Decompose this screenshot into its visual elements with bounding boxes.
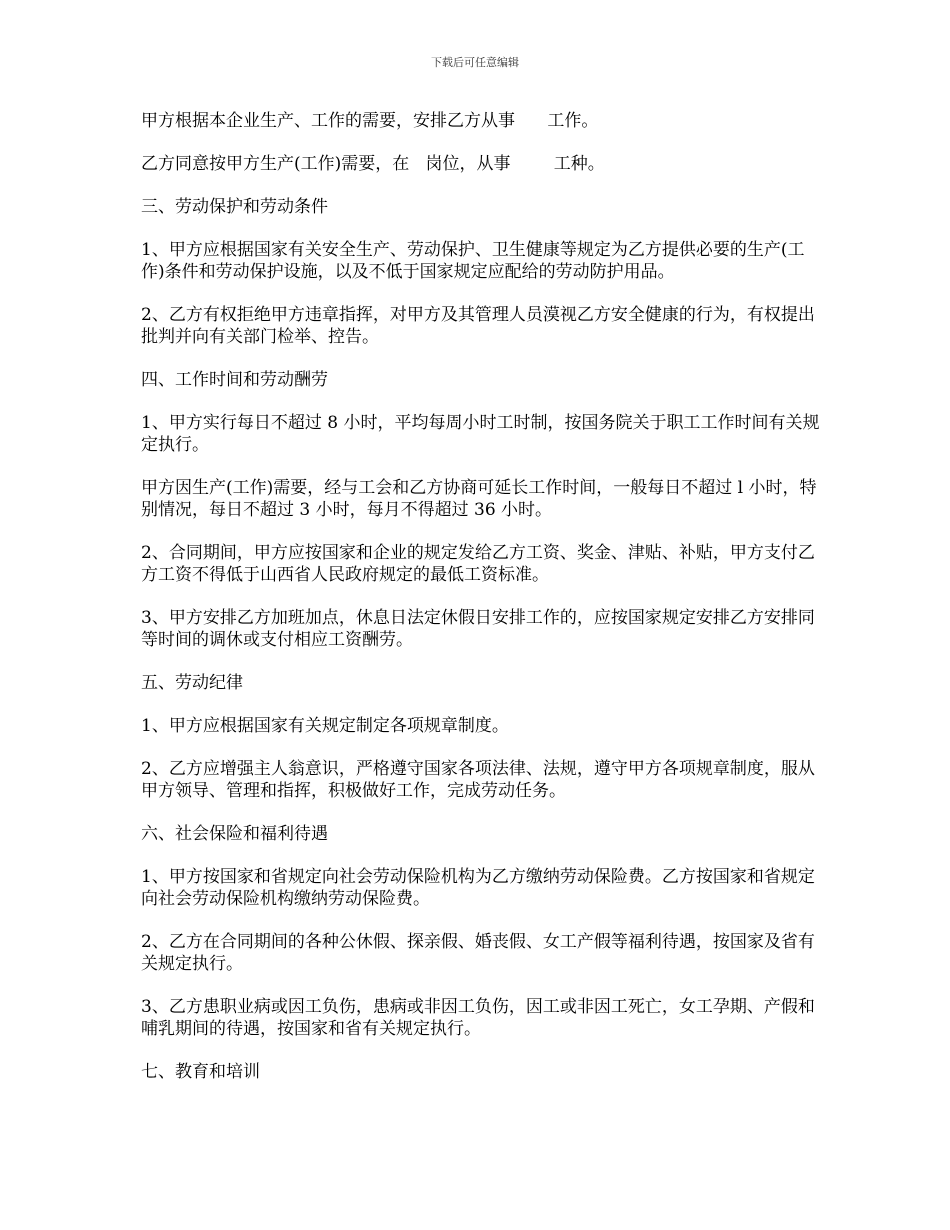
paragraph-protection-2: 2、乙方有权拒绝甲方违章指挥，对甲方及其管理人员漠视乙方安全健康的行为，有权提出批判并向有关部门检举、控告。 — [141, 305, 815, 347]
paragraph-hours-1: 1、甲方实行每日不超过 8 小时，平均每周小时工时制，按国务院关于职工工作时间有关规定执行。 — [141, 413, 820, 455]
paragraph-discipline-2: 2、乙方应增强主人翁意识，严格遵守国家各项法律、法规，遵守甲方各项规章制度，服从甲方领导、管理和指挥，积极做好工作，完成劳动任务。 — [141, 759, 815, 801]
section-heading-working-hours: 四、工作时间和劳动酬劳 — [141, 370, 328, 390]
paragraph-hours-overtime: 甲方因生产(工作)需要，经与工会和乙方协商可延长工作时间，一般每日不超过 l 小时，特别情况，每日不超过 3 小时，每月不得超过 36 小时。 — [141, 478, 817, 520]
paragraph-hours-2: 2、合同期间，甲方应按国家和企业的规定发给乙方工资、奖金、津贴、补贴，甲方支付乙方工资不得低于山西省人民政府规定的最低工资标准。 — [141, 543, 815, 585]
paragraph-insurance-2: 2、乙方在合同期间的各种公休假、探亲假、婚丧假、女工产假等福利待遇，按国家及省有关规定执行。 — [141, 932, 815, 974]
section-heading-training: 七、教育和培训 — [141, 1062, 260, 1082]
document-body — [141, 110, 821, 1104]
section-heading-labor-protection: 三、劳动保护和劳动条件 — [141, 197, 328, 217]
paragraph-work-assignment: 甲方根据本企业生产、工作的需要，安排乙方从事 工作。 — [141, 111, 599, 131]
paragraph-job-position: 乙方同意按甲方生产(工作)需要，在 岗位，从事 工种。 — [141, 154, 605, 174]
paragraph-protection-1: 1、甲方应根据国家有关安全生产、劳动保护、卫生健康等规定为乙方提供必要的生产(工作)条件和劳动保护设施，以及不低于国家规定应配给的劳动防护用品。 — [141, 240, 805, 282]
paragraph-insurance-1: 1、甲方按国家和省规定向社会劳动保险机构为乙方缴纳劳动保险费。乙方按国家和省规定向社会劳动保险机构缴纳劳动保险费。 — [141, 867, 815, 909]
section-heading-insurance: 六、社会保险和福利待遇 — [141, 824, 328, 844]
paragraph-hours-3: 3、甲方安排乙方加班加点，休息日法定休假日安排工作的，应按国家规定安排乙方安排同等时间的调休或支付相应工资酬劳。 — [141, 608, 815, 650]
section-heading-discipline: 五、劳动纪律 — [141, 673, 243, 693]
page-header: 下载后可任意编辑 — [431, 56, 519, 69]
paragraph-discipline-1: 1、甲方应根据国家有关规定制定各项规章制度。 — [141, 716, 509, 736]
paragraph-insurance-3: 3、乙方患职业病或因工负伤，患病或非因工负伤，因工或非因工死亡，女工孕期、产假和哺乳期间的待遇，按国家和省有关规定执行。 — [141, 997, 815, 1039]
